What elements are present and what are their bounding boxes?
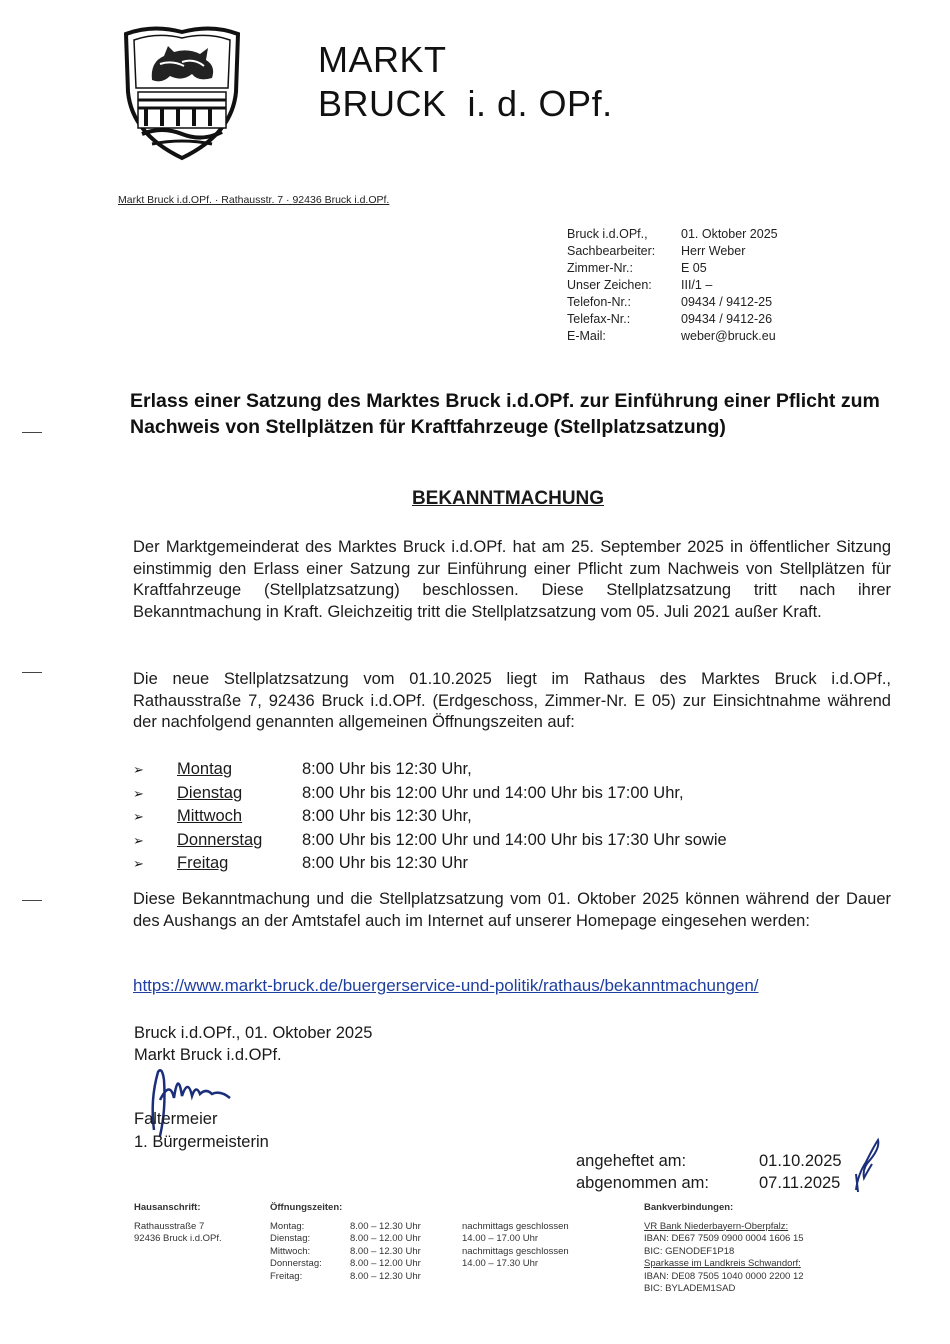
- coat-of-arms-logo: [112, 22, 252, 162]
- day-name: Mittwoch: [177, 807, 243, 825]
- info-row: [567, 243, 778, 260]
- footer-pm: nachmittags geschlossen: [462, 1220, 569, 1232]
- signer-block: [134, 1108, 269, 1154]
- info-value: 01. Oktober 2025: [681, 227, 778, 241]
- info-value: Herr Weber: [681, 244, 746, 258]
- signer-title: 1. Bürgermeisterin: [134, 1133, 269, 1151]
- footer-time: 8.00 – 12.00 Uhr: [350, 1258, 421, 1269]
- subject-line: Erlass einer Satzung des Marktes Bruck i.d.OPf. zur Einführung einer Pflicht zum Nachweis von Stellplätzen für Kraftfahrzeuge (Stellplatzsatzung): [130, 390, 880, 438]
- arrow-bullet-icon: ➢: [133, 785, 144, 801]
- footer-bank-bic: BIC: GENODEF1P18: [644, 1245, 735, 1257]
- list-item: [133, 782, 727, 806]
- info-value: III/1 –: [681, 278, 713, 292]
- info-label: Telefax-Nr.:: [567, 312, 631, 326]
- footer-hours-row: [270, 1271, 569, 1284]
- info-row: [567, 226, 778, 243]
- list-item: [133, 805, 727, 829]
- info-value: 09434 / 9412-25: [681, 295, 773, 309]
- info-label: Zimmer-Nr.:: [567, 261, 633, 275]
- footer-address-line: 92436 Bruck i.d.OPf.: [134, 1233, 222, 1244]
- footer-hours-row: [270, 1233, 569, 1246]
- info-label: Sachbearbeiter:: [567, 244, 656, 258]
- arrow-bullet-icon: ➢: [133, 832, 144, 848]
- day-name: Donnerstag: [177, 830, 263, 849]
- day-name: Montag: [177, 760, 233, 778]
- footer-day: Montag:: [270, 1220, 305, 1232]
- body-paragraph-3: Diese Bekanntmachung und die Stellplatzsatzung vom 01. Oktober 2025 können während der Dauer des Aushangs an der Amtstafel auch im Internet auf unserer Homepage eingesehen werden:: [133, 890, 891, 930]
- info-label: E-Mail:: [567, 329, 606, 343]
- footer-bank-iban: IBAN: DE67 7509 0900 0004 1606 15: [644, 1233, 804, 1244]
- footer-bank-head: Bankverbindungen:: [644, 1202, 734, 1213]
- footer-bank-name: Sparkasse im Landkreis Schwandorf:: [644, 1258, 801, 1269]
- list-item: [133, 829, 727, 853]
- removed-date: 07.11.2025: [759, 1174, 841, 1192]
- day-hours: 8:00 Uhr bis 12:30 Uhr,: [302, 807, 472, 825]
- footer-time: 8.00 – 12.00 Uhr: [350, 1233, 421, 1244]
- day-hours: 8:00 Uhr bis 12:00 Uhr und 14:00 Uhr bis 17:00 Uhr,: [302, 783, 684, 802]
- footer-time: 8.00 – 12.30 Uhr: [350, 1270, 421, 1282]
- posting-dates: [576, 1150, 842, 1194]
- footer-bank-name: VR Bank Niederbayern-Oberpfalz:: [644, 1220, 789, 1232]
- signer-name: Faltermeier: [134, 1110, 218, 1128]
- footer-bank-bic: BIC: BYLADEM1SAD: [644, 1283, 736, 1294]
- attached-date: 01.10.2025: [759, 1152, 842, 1170]
- footer-hours-row: [270, 1221, 569, 1234]
- arrow-bullet-icon: ➢: [133, 809, 144, 824]
- info-row: [567, 277, 778, 294]
- footer-address: [134, 1202, 222, 1246]
- footer-day: Freitag:: [270, 1270, 303, 1282]
- letter-info-block: [567, 226, 778, 345]
- fold-mark: [22, 432, 42, 433]
- day-hours: 8:00 Uhr bis 12:30 Uhr,: [302, 760, 472, 778]
- fold-mark: [22, 900, 42, 901]
- footer-time: 8.00 – 12.30 Uhr: [350, 1220, 421, 1232]
- footer-hours-head: Öffnungszeiten:: [270, 1202, 343, 1213]
- attached-label: angeheftet am:: [576, 1152, 687, 1170]
- footer-day: Dienstag:: [270, 1233, 311, 1244]
- list-item: [133, 758, 727, 782]
- info-row: [567, 311, 778, 328]
- info-row: [567, 260, 778, 277]
- footer-address-line: Rathausstraße 7: [134, 1220, 205, 1232]
- homepage-link[interactable]: https://www.markt-bruck.de/buergerservice-und-politik/rathaus/bekanntmachungen/: [133, 976, 759, 995]
- day-name: Freitag: [177, 854, 229, 872]
- info-label: Telefon-Nr.:: [567, 295, 631, 309]
- footer-day: Mittwoch:: [270, 1245, 311, 1257]
- closing-org: Markt Bruck i.d.OPf.: [134, 1046, 282, 1064]
- place-date: Bruck i.d.OPf., 01. Oktober 2025: [134, 1024, 373, 1042]
- info-label: Bruck i.d.OPf.,: [567, 227, 648, 241]
- footer-bank: [644, 1202, 804, 1296]
- arrow-bullet-icon: ➢: [133, 856, 144, 871]
- return-address: Markt Bruck i.d.OPf. · Rathausstr. 7 · 92436 Bruck i.d.OPf.: [118, 194, 390, 206]
- posted-row: [576, 1172, 842, 1194]
- page-title: BEKANNTMACHUNG: [411, 488, 605, 509]
- info-row: [567, 294, 778, 311]
- footer-time: 8.00 – 12.30 Uhr: [350, 1245, 421, 1257]
- fold-mark: [22, 672, 42, 673]
- day-name: Dienstag: [177, 783, 243, 802]
- handwritten-initial-mark: [852, 1134, 882, 1196]
- letter-footer: [134, 1202, 854, 1322]
- org-line-1: MARKT: [318, 39, 447, 80]
- footer-pm: 14.00 – 17.00 Uhr: [462, 1233, 539, 1244]
- footer-bank-iban: IBAN: DE08 7505 1040 0000 2200 12: [644, 1270, 804, 1282]
- org-line-2: BRUCK i. d. OPf.: [318, 83, 613, 124]
- footer-address-head: Hausanschrift:: [134, 1202, 201, 1213]
- body-paragraph-1: Der Marktgemeinderat des Marktes Bruck i.d.OPf. hat am 25. September 2025 in öffentlicher Sitzung einstimmig den Erlass einer Satzung zur Einführung einer Pflicht zum Nachweis von Stellplätzen für Kraftfahrzeuge (Stellplatzsatzung) beschlossen. Diese Stellplatzsatzung tritt nach ihrer Bekanntmachung in Kraft. Gleichzeitig tritt die Stellplatzsatzung vom 05. Juli 2021 außer Kraft.: [133, 538, 891, 621]
- footer-hours: [270, 1202, 569, 1283]
- footer-pm: 14.00 – 17.30 Uhr: [462, 1258, 539, 1269]
- arrow-bullet-icon: ➢: [133, 762, 144, 777]
- footer-day: Donnerstag:: [270, 1258, 322, 1269]
- day-hours: 8:00 Uhr bis 12:00 Uhr und 14:00 Uhr bis 17:30 Uhr sowie: [302, 830, 727, 849]
- info-value: 09434 / 9412-26: [681, 312, 773, 326]
- list-item: [133, 852, 727, 876]
- removed-label: abgenommen am:: [576, 1174, 709, 1192]
- day-hours: 8:00 Uhr bis 12:30 Uhr: [302, 854, 469, 872]
- footer-hours-row: [270, 1246, 569, 1259]
- info-label: Unser Zeichen:: [567, 278, 652, 292]
- organization-name: [318, 38, 613, 126]
- email-link[interactable]: weber@bruck.eu: [681, 329, 776, 343]
- body-paragraph-2: Die neue Stellplatzsatzung vom 01.10.2025 liegt im Rathaus des Marktes Bruck i.d.OPf., Rathausstraße 7, 92436 Bruck i.d.OPf. (Erdgeschoss, Zimmer-Nr. E 05) zur Einsichtnahme während der nachfolgend genannten allgemeinen Öffnungszeiten auf:: [133, 670, 891, 731]
- opening-hours-list: [133, 758, 727, 876]
- footer-hours-row: [270, 1258, 569, 1271]
- info-value: E 05: [681, 261, 707, 275]
- posted-row: [576, 1150, 842, 1172]
- info-row: [567, 328, 778, 345]
- footer-pm: nachmittags geschlossen: [462, 1245, 569, 1257]
